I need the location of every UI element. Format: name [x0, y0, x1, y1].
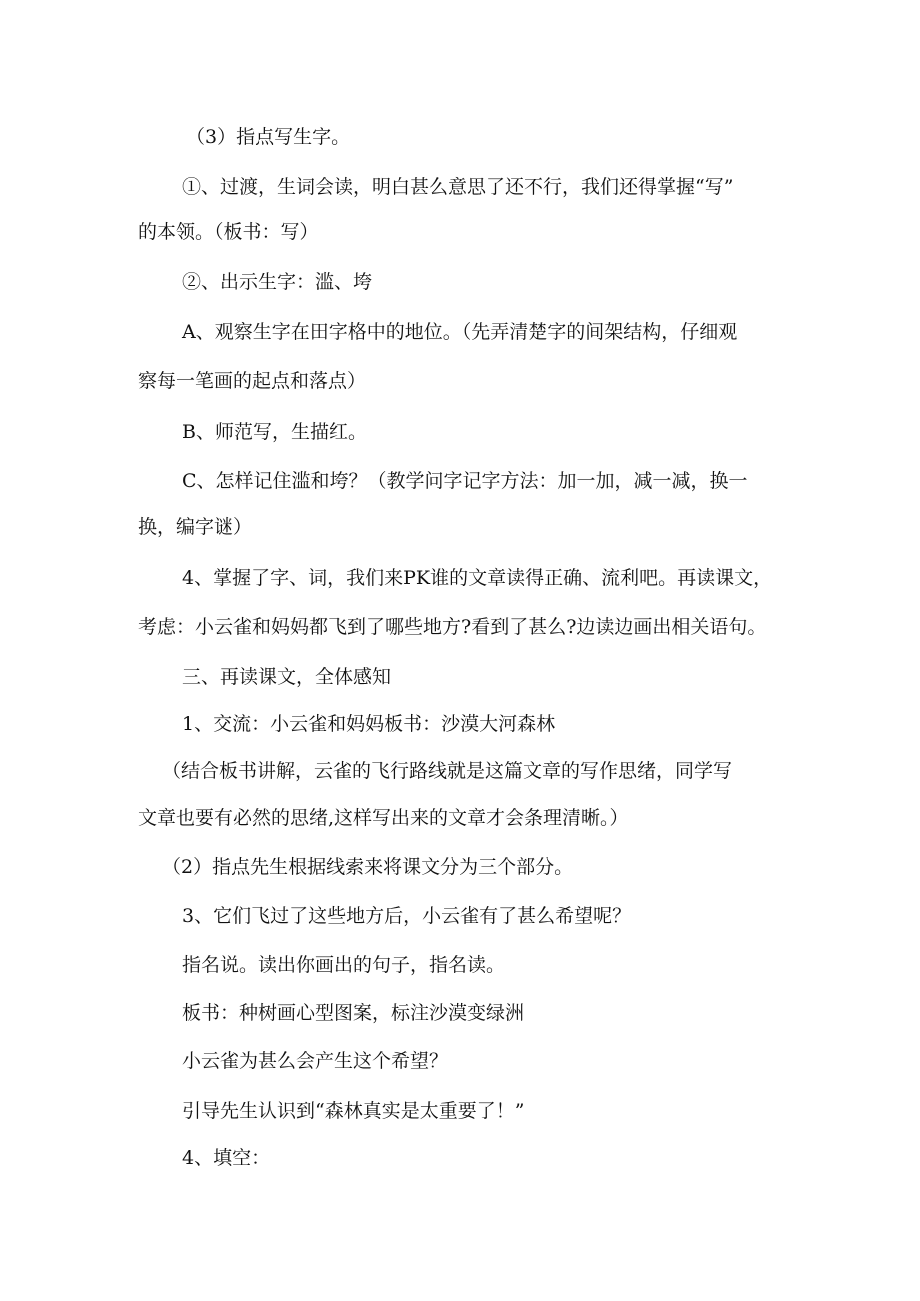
text-line: 换，编字谜）	[138, 516, 253, 538]
text-line: 三、再读课文，全体感知	[182, 666, 392, 688]
text-line: 察每一笔画的起点和落点）	[138, 370, 367, 392]
text-line: B、师范写，生描红。	[182, 421, 367, 443]
text-line: ②、出示生字：滥、垮	[182, 271, 373, 293]
text-line: 板书：种树画心型图案，标注沙漠变绿洲	[182, 1002, 525, 1024]
text-line: A、观察生字在田字格中的地位。（先弄清楚字的间架结构，仔细观	[182, 321, 738, 343]
text-line: （结合板书讲解，云雀的飞行路线就是这篇文章的写作思绪，同学写	[162, 760, 733, 782]
text-line: 考虑：小云雀和妈妈都飞到了哪些地方?看到了甚么?边读边画出相关语句。	[138, 616, 767, 638]
text-line: 4、填空：	[182, 1147, 271, 1169]
text-line: 4、掌握了字、词，我们来PK谁的文章读得正确、流利吧。再读课文，	[182, 567, 773, 589]
text-line: （3）指点写生字。	[186, 126, 351, 148]
text-line: ①、过渡，生词会读，明白甚么意思了还不行，我们还得掌握“写”	[182, 176, 734, 198]
text-line: （2）指点先生根据线索来将课文分为三个部分。	[162, 856, 574, 878]
text-line: 文章也要有必然的思绪,这样写出来的文章才会条理清晰。）	[138, 807, 629, 829]
text-line: 指名说。读出你画出的句子，指名读。	[182, 954, 506, 976]
text-line: 的本领。（板书：写）	[138, 221, 319, 243]
text-line: 1、交流：小云雀和妈妈板书：沙漠大河森林	[182, 713, 556, 735]
text-line: C、怎样记住滥和垮？（教学问字记字方法：加一加，减一减，换一	[182, 470, 748, 492]
text-line: 小云雀为甚么会产生这个希望？	[182, 1050, 449, 1072]
text-line: 3、它们飞过了这些地方后，小云雀有了甚么希望呢？	[182, 905, 632, 927]
text-line: 引导先生认识到“森林真实是太重要了！”	[182, 1100, 525, 1122]
